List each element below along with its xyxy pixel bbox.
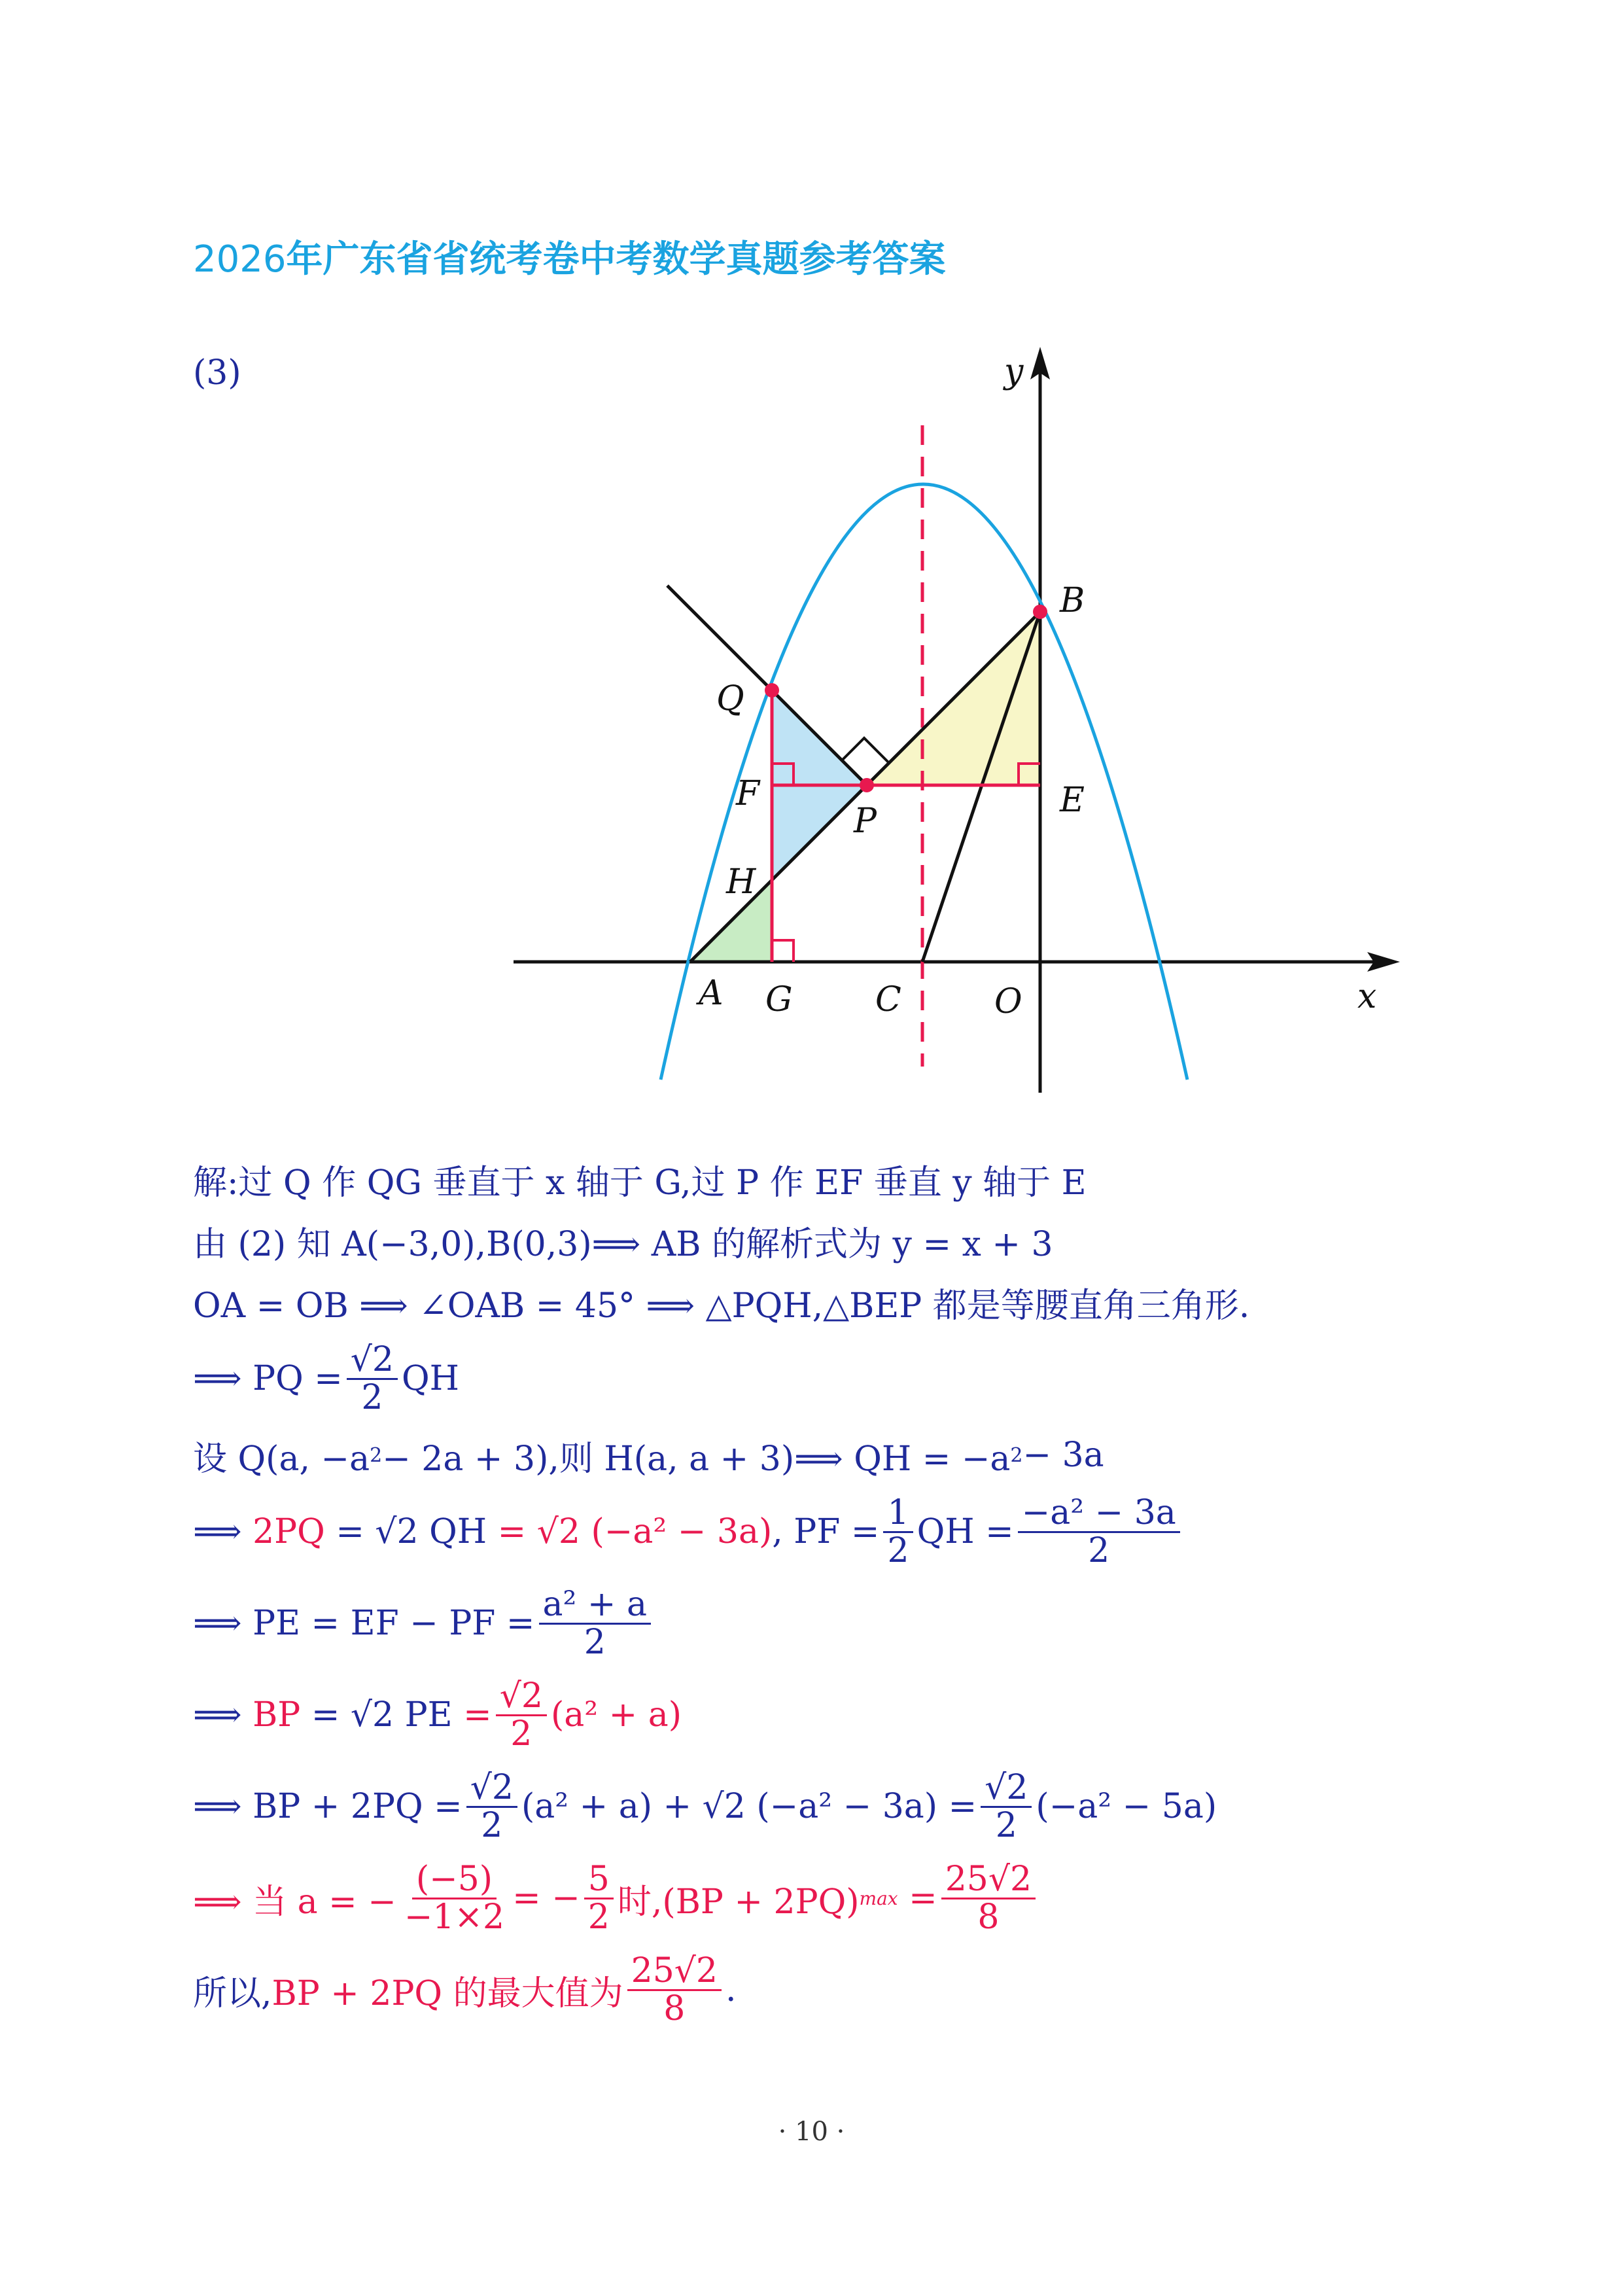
fraction: $\frac{√2}{2}$: [981, 1770, 1032, 1843]
fraction: $\frac{√2}{2}$: [466, 1770, 517, 1843]
fraction: $\frac{√2}{2}$: [496, 1678, 547, 1752]
solution-line-3: OA = OB ⟹ ∠OAB = 45° ⟹ △PQH,△BEP 都是等腰直角三角形.: [193, 1286, 1250, 1326]
solution-line-4: ⟹ PQ = $\frac{√2}{2}$ QH: [193, 1339, 459, 1417]
solution-line-2: 由 (2) 知 A(−3,0),B(0,3)⟹ AB 的解析式为 y = x + 3: [193, 1224, 1053, 1264]
label-g: G: [765, 980, 793, 1019]
label-a: A: [699, 974, 724, 1013]
label-q: Q: [716, 679, 744, 718]
right-angle-mark-g: [772, 940, 794, 962]
right-angle-mark-p: [842, 738, 889, 763]
part-label: (3): [193, 353, 241, 393]
fraction: $\frac{√2}{2}$: [347, 1342, 398, 1415]
point-q: [765, 683, 779, 698]
fraction: $\frac{5}{2}$: [584, 1862, 614, 1935]
fraction: $\frac{\text{−a² − 3a}}{2}$: [1018, 1495, 1180, 1568]
label-h: H: [726, 862, 756, 902]
label-x: x: [1357, 977, 1377, 1016]
point-p: [860, 778, 874, 792]
page-number: · 10 ·: [778, 2117, 845, 2147]
solution-line-1: 解:过 Q 作 QG 垂直于 x 轴于 G,过 P 作 EF 垂直 y 轴于 E: [193, 1163, 1087, 1203]
solution-line-10: ⟹ 当 a = − $\frac{(-5)}{-1\times 2}$ = − $\frac{5}{2}$ 时,(BP + 2PQ) max = $\frac{25√2}{8}$: [193, 1852, 1501, 1944]
fraction: $\frac{1}{2}$: [883, 1495, 913, 1568]
label-o: O: [994, 982, 1022, 1021]
solution-line-7: ⟹ PE = EF − PF = $\frac{\text{a² + a}}{2}$: [193, 1578, 1501, 1669]
label-c: C: [875, 980, 901, 1019]
label-y: y: [1004, 352, 1024, 391]
fraction: $\frac{25√2}{8}$: [941, 1862, 1036, 1935]
point-b: [1033, 605, 1047, 619]
solution-line-9: ⟹ BP + 2PQ = $\frac{√2}{2}$ (a² + a) + √2 (−a² − 3a) = $\frac{√2}{2}$ (−a² − 5a): [193, 1767, 1217, 1845]
solution-line-8: ⟹ BP = √2 PE = $\frac{√2}{2}$ (a² + a): [193, 1676, 682, 1754]
title-year: 2026: [193, 238, 287, 281]
fraction: $\frac{\text{a² + a}}{2}$: [539, 1587, 651, 1660]
geometry-figure: [0, 0, 1623, 1145]
solution: [193, 1148, 1501, 2036]
fraction: $\frac{(-5)}{-1\times 2}$: [404, 1859, 505, 1937]
solution-line-5: 设 Q(a, −a 2 − 2a + 3),则 H(a, a + 3)⟹ QH = −a 2 − 3a: [193, 1436, 1104, 1479]
label-b: B: [1060, 581, 1085, 620]
solution-line-6: ⟹ 2PQ = √2 QH = √2 (−a² − 3a) , PF = $\frac{1}{2}$ QH = $\frac{\text{−a² − 3a}}{2}$: [193, 1486, 1501, 1578]
label-f: F: [736, 774, 760, 813]
solution-line-11: 所以, BP + 2PQ 的最大值为 25√2 8 .: [193, 1951, 737, 2028]
label-e: E: [1060, 781, 1085, 820]
label-p: P: [854, 802, 877, 841]
fraction: 25√2 8: [627, 1953, 722, 2026]
title-text: 年广东省省统考卷中考数学真题参考答案: [286, 238, 946, 281]
